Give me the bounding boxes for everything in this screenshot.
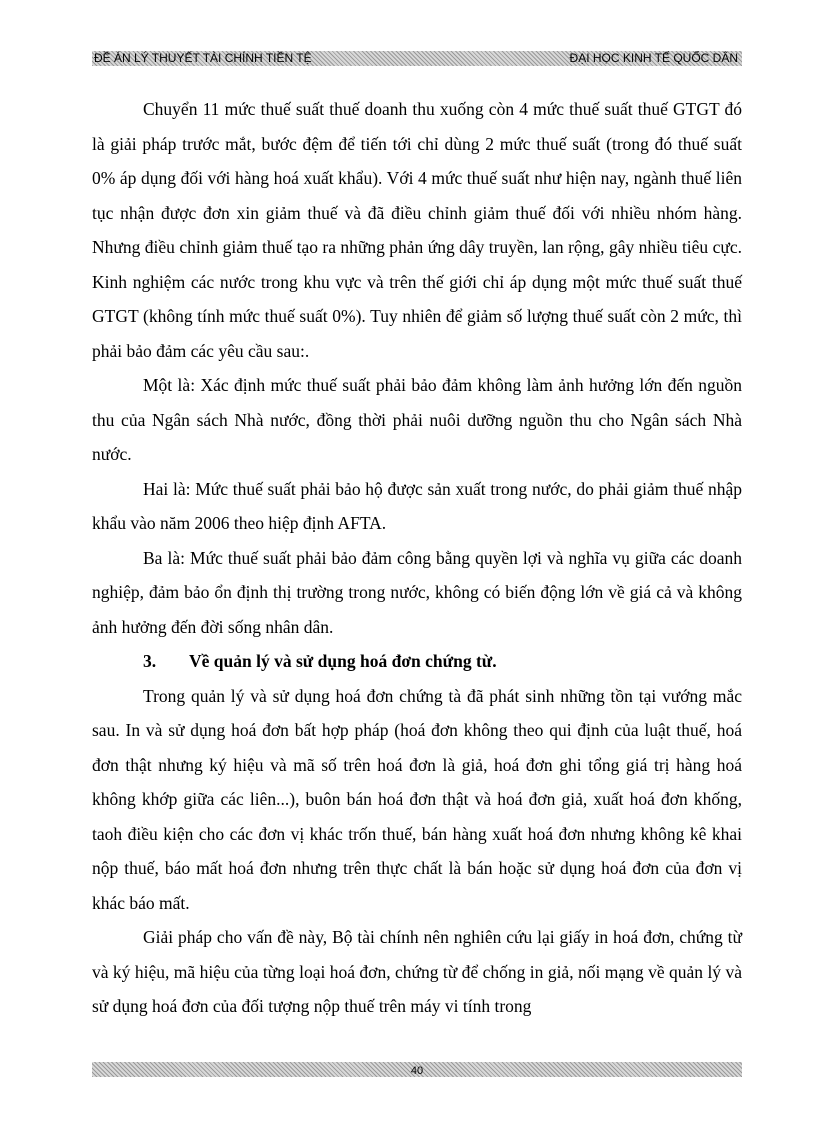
section-number: 3. xyxy=(143,651,157,671)
paragraph: Trong quản lý và sử dụng hoá đơn chứng tà đã phát sinh những tồn tại vướng mắc sau. In và sử dụng hoá đơn bất hợp pháp (hoá đơn không theo qui định của luật thuế, hoá đơn thật nhưng ký hiệu và mã số trên hoá đơn là giả, hoá đơn ghi tổng giá trị hàng hoá không khớp giữa các liên...), buôn bán hoá đơn thật và hoá đơn giả, xuất hoá đơn khống, taoh điều kiện cho các đơn vị khác trốn thuế, bán hàng xuất hoá đơn nhưng không kê khai nộp thuế, báo mất hoá đơn nhưng trên thực chất là bán hoặc sử dụng hoá đơn của đơn vị khác báo mất. xyxy=(92,685,742,913)
section-title: Về quản lý và sử dụng hoá đơn chứng từ. xyxy=(189,651,497,671)
page-footer xyxy=(92,1062,742,1077)
header-left-text: ĐỀ ÁN LÝ THUYẾT TÀI CHÍNH TIỀN TỆ xyxy=(94,51,312,65)
paragraph: Ba là: Mức thuế suất phải bảo đảm công bằng quyền lợi và nghĩa vụ giữa các doanh nghiệp, đảm bảo ổn định thị trường trong nước, không có biến động lớn về giá cả và không ảnh hưởng đến đời sống nhân dân. xyxy=(92,547,742,637)
header-right-text: ĐẠI HỌC KINH TẾ QUỐC DÂN xyxy=(569,51,738,65)
page-number: 40 xyxy=(410,1065,424,1077)
paragraph: Giải pháp cho vấn đề này, Bộ tài chính nên nghiên cứu lại giấy in hoá đơn, chứng từ và ký hiệu, mã hiệu của từng loại hoá đơn, chứng từ để chống in giả, nối mạng về quản lý và sử dụng hoá đơn của đối tượng nộp thuế trên máy vi tính trong xyxy=(92,927,742,1016)
paragraph: Một là: Xác định mức thuế suất phải bảo đảm không làm ảnh hưởng lớn đến nguồn thu của Ngân sách Nhà nước, đồng thời phải nuôi dưỡng nguồn thu cho Ngân sách Nhà nước. xyxy=(92,375,742,464)
page-header xyxy=(92,51,742,66)
document-body xyxy=(92,92,742,1024)
paragraph: Hai là: Mức thuế suất phải bảo hộ được sản xuất trong nước, do phải giảm thuế nhập khẩu vào năm 2006 theo hiệp định AFTA. xyxy=(92,478,742,533)
paragraph: Chuyển 11 mức thuế suất thuế doanh thu xuống còn 4 mức thuế suất thuế GTGT đó là giải pháp trước mắt, bước đệm để tiến tới chỉ dùng 2 mức thuế suất (trong đó thuế suất 0% áp dụng đối với hàng hoá xuất khẩu). Với 4 mức thuế suất như hiện nay, ngành thuế liên tục nhận được đơn xin giảm thuế và đã điều chỉnh giảm thuế đối với nhiều nhóm hàng. Nhưng điều chỉnh giảm thuế tạo ra những phản ứng dây truyền, lan rộng, gây nhiều tiêu cực. Kinh nghiệm các nước trong khu vực và trên thế giới chỉ áp dụng một mức thuế suất thuế GTGT (không tính mức thuế suất 0%). Tuy nhiên để giảm số lượng thuế suất còn 2 mức, thì phải bảo đảm các yêu cầu sau:. xyxy=(92,99,742,361)
section-heading xyxy=(92,644,742,679)
